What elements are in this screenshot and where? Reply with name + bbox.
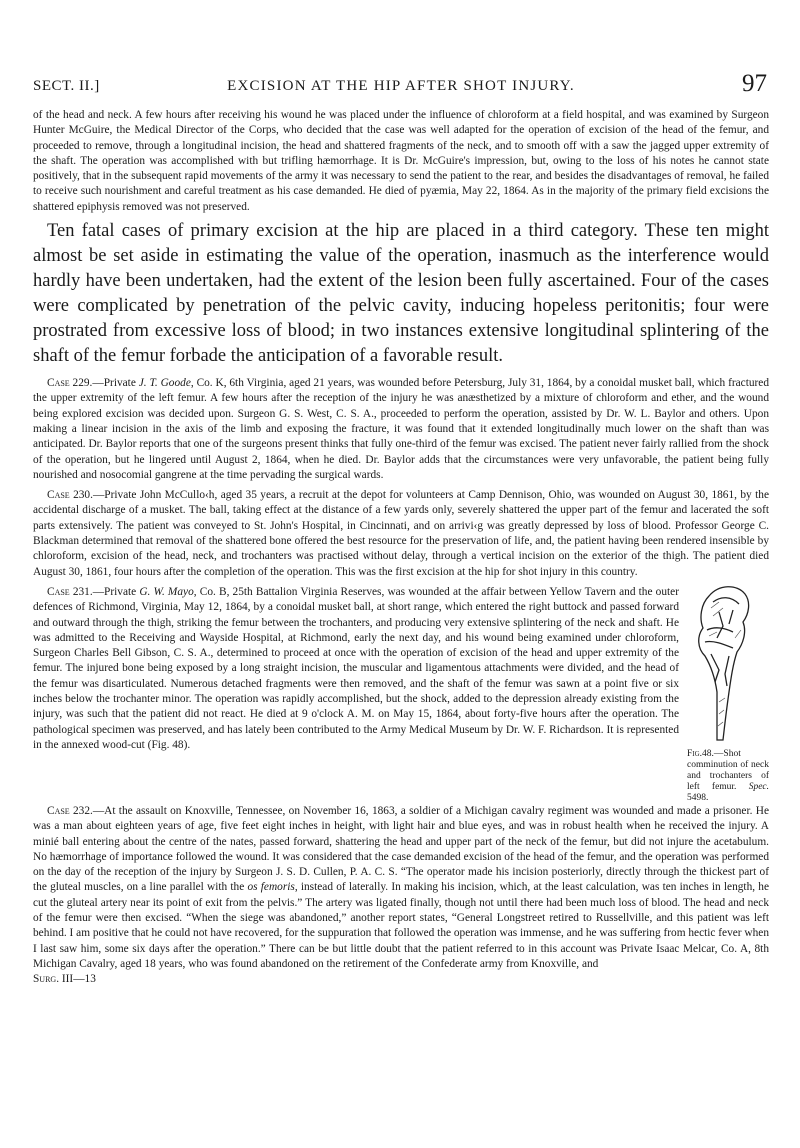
page-number: 97: [742, 70, 767, 97]
case-229-name: J. T. Goode: [138, 377, 191, 390]
paragraph-continuation: of the head and neck. A few hours after receiving his wound he was placed under the influence of chloroform at a field hospital, and was examined by Surgeon Hunter McGuire, the Medical Director of the Corps, who decided that the case was well adapted for the operation of excision of the head of the femur, and proceeded to remove, through a longitudinal incision, the head and shattered fragments of the neck, and to smooth off with a saw the jagged upper extremity of the shaft. The operation was accomplished with but trifling hæmorrhage. It is Dr. McGuire's impression, but, owing to the loss of his notes he cannot state positively, that in the subsequent rapid movements of the army it was necessary to send the patient to the rear, and besides the disadvantages of removal, he failed to receive such nourishment and careful treatment as his case demanded. He died of pyæmia, May 22, 1864. As in the majority of the primary field excisions the shattered epiphysis removed was not preserved.: [33, 109, 769, 213]
signature-mark: Surg. III—13: [33, 973, 96, 986]
case-232-label: Case 232.: [47, 804, 93, 817]
case-229-label: Case 229.: [47, 377, 93, 390]
page-body: [33, 108, 769, 987]
running-header: [33, 70, 769, 100]
femur-drawing: [699, 587, 749, 740]
running-title: EXCISION AT THE HIP AFTER SHOT INJURY.: [227, 78, 575, 94]
case-230: Case 230.—Private John McCullo‹h, aged 35 years, a recruit at the depot for volunteers at Camp Dennison, Ohio, was wounded on August 30, 1861, by the accidental discharge of a musket. The ball, taking effect at the distance of a few yards only, severely shattered the upper part of the femur and lacerated the soft parts extensively. The patient was conveyed to St. John's Hospital, in Cincinnati, and on arrivi‹g was greatly depressed by loss of blood. Professor George C. Blackman determined that removal of the shattered bone offered the best resource for the preservation of life, and, the patient having been rendered insensible by chloroform, excision of the head, neck, and trochanters was practised without delay, through a vertical incision on the exterior of the thigh. The patient died August 30, 1861, four hours after the completion of the operation. This was the first excision at the hip for shot injury in this country.: [33, 489, 769, 578]
section-label: SECT. II.]: [33, 78, 100, 94]
figure-48: [687, 582, 769, 804]
case-231-name: G. W. Mayo: [139, 585, 194, 598]
case-229: Case 229.—Private J. T. Goode, Co. K, 6th Virginia, aged 21 years, was wounded before Petersburg, July 31, 1864, by a conoidal musket ball, which fractured the upper extremity of the left femur. A few hours after the reception of the injury he was anæsthetized by a mixture of chloroform and ether, and the wound being explored excision was decided upon. Surgeon G. S. West, C. S. A., proceeded to perform the operation, assisted by Dr. W. L. Baylor and others. Upon making a linear incision in the axis of the limb and exposing the fracture, it was found that it extended longitudinally much lower on the shaft than was anticipated. Dr. Baylor reports that one of the surgeons present thinks that fully one-third of the femur was excised. The patient never fairly rallied from the shock of the operation, but he lingered until August 2, 1864, when he died. Dr. Baylor adds that the circumstances were very unfavorable, the patient being fully nourished and nosocomial gangrene at the time pervading the surgical wards.: [33, 377, 770, 481]
case-231-label: Case 231.: [47, 585, 93, 598]
femur-hatching: [709, 602, 741, 726]
case-230-label: Case 230.: [47, 489, 93, 502]
figure-caption: Fig.48.—Shot comminution of neck and trochanters of left femur. Spec. 5498.: [687, 748, 769, 803]
femur-specimen-illustration: [689, 582, 761, 747]
paragraph-large: Ten fatal cases of primary excision at the hip are placed in a third category. These ten might almost be set aside in estimating the value of the operation, inasmuch as the interference would hardly have been undertaken, had the extent of the lesion been fully ascertained. Four of the cases were complicated by penetration of the pelvic cavity, inducing hopeless peritonitis; four were prostrated from excessive loss of blood; in two instances extensive longitudinal splintering of the shaft of the femur forbade the anticipation of a favorable result.: [33, 221, 769, 367]
case-231: Case 231.—Private G. W. Mayo, Co. B, 25th Battalion Virginia Reserves, was wounded at the affair between Yellow Tavern and the outer defences of Richmond, Virginia, May 12, 1864, by a conoidal musket ball, at short range, which entered the right buttock and passed forward and outward through the thigh, striking the femur between the trochanters, and producing very extensive splintering of the neck and shaft. He was admitted to the Receiving and Wayside Hospital, at Richmond, early the next day, and his wound being examined under chloroform, Surgeon Charles Bell Gibson, C. S. A., determined to proceed at once with the operation of excision of the head and upper extremity of the femur. The injured bone being exposed by a long straight incision, the muscular and ligamentous attachments were divided, and the head of the femur was disarticulated. Numerous detached fragments were then removed, and the shaft of the femur was sawn at a point five or six inches below the trochanter minor. The operation was rapidly accomplished, but the shock, added to the depression already existing from the injury, was such that the patient did not react. He died at 9 o'clock A. M. on May 15, 1864, about forty-five hours after the operation. The pathological specimen was preserved, and has lately been contributed to the Army Medical Museum by Dr. W. F. Richardson. It is represented in the annexed wood-cut (Fig. 48).: [33, 585, 679, 751]
case-232: Case 232.—At the assault on Knoxville, Tennessee, on November 16, 1863, a soldier of a Michigan cavalry regiment was wounded and made a prisoner. He was a man about eighteen years of age, five feet eight inches in height, with light hair and blue eyes, and was in robust health when he received the injury. A minié ball entering about the centre of the nates, passed forward, shattering the head and upper part of the neck of the femur, but did not injure the acetabulum. No hæmorrhage of importance followed the wound. It was considered that the case demanded excision of the head of the femur, and the operation was performed on the day of the reception of the injury by Surgeon J. S. D. Cullen, P. A. C. S. “The operator made his incision posteriorly, directly through the thickest part of the gluteal muscles, on a line parallel with the os femoris, instead of laterally. In making his incision, which, at the least calculation, was ten inches in length, he cut the gluteal artery near its point of exit from the pelvis.” The artery was ligated finally, though not until there had been much loss of blood. The head and neck of the femur were then excised. “When the siege was abandoned,” another report states, “General Longstreet retired to Russellville, and this patient was left behind. I am positive that he could not have recovered, for the suppuration that followed the operation was immense, and he was suffering from hectic fever when I last saw him, some six days after the operation.” There can be but little doubt that the patient referred to in this account was Private Isaac Melcar, Co. A, 8th Michigan Cavalry, aged 18 years, who was found abandoned on the retirement of the Confederate army from Knoxville, and: [33, 804, 769, 970]
